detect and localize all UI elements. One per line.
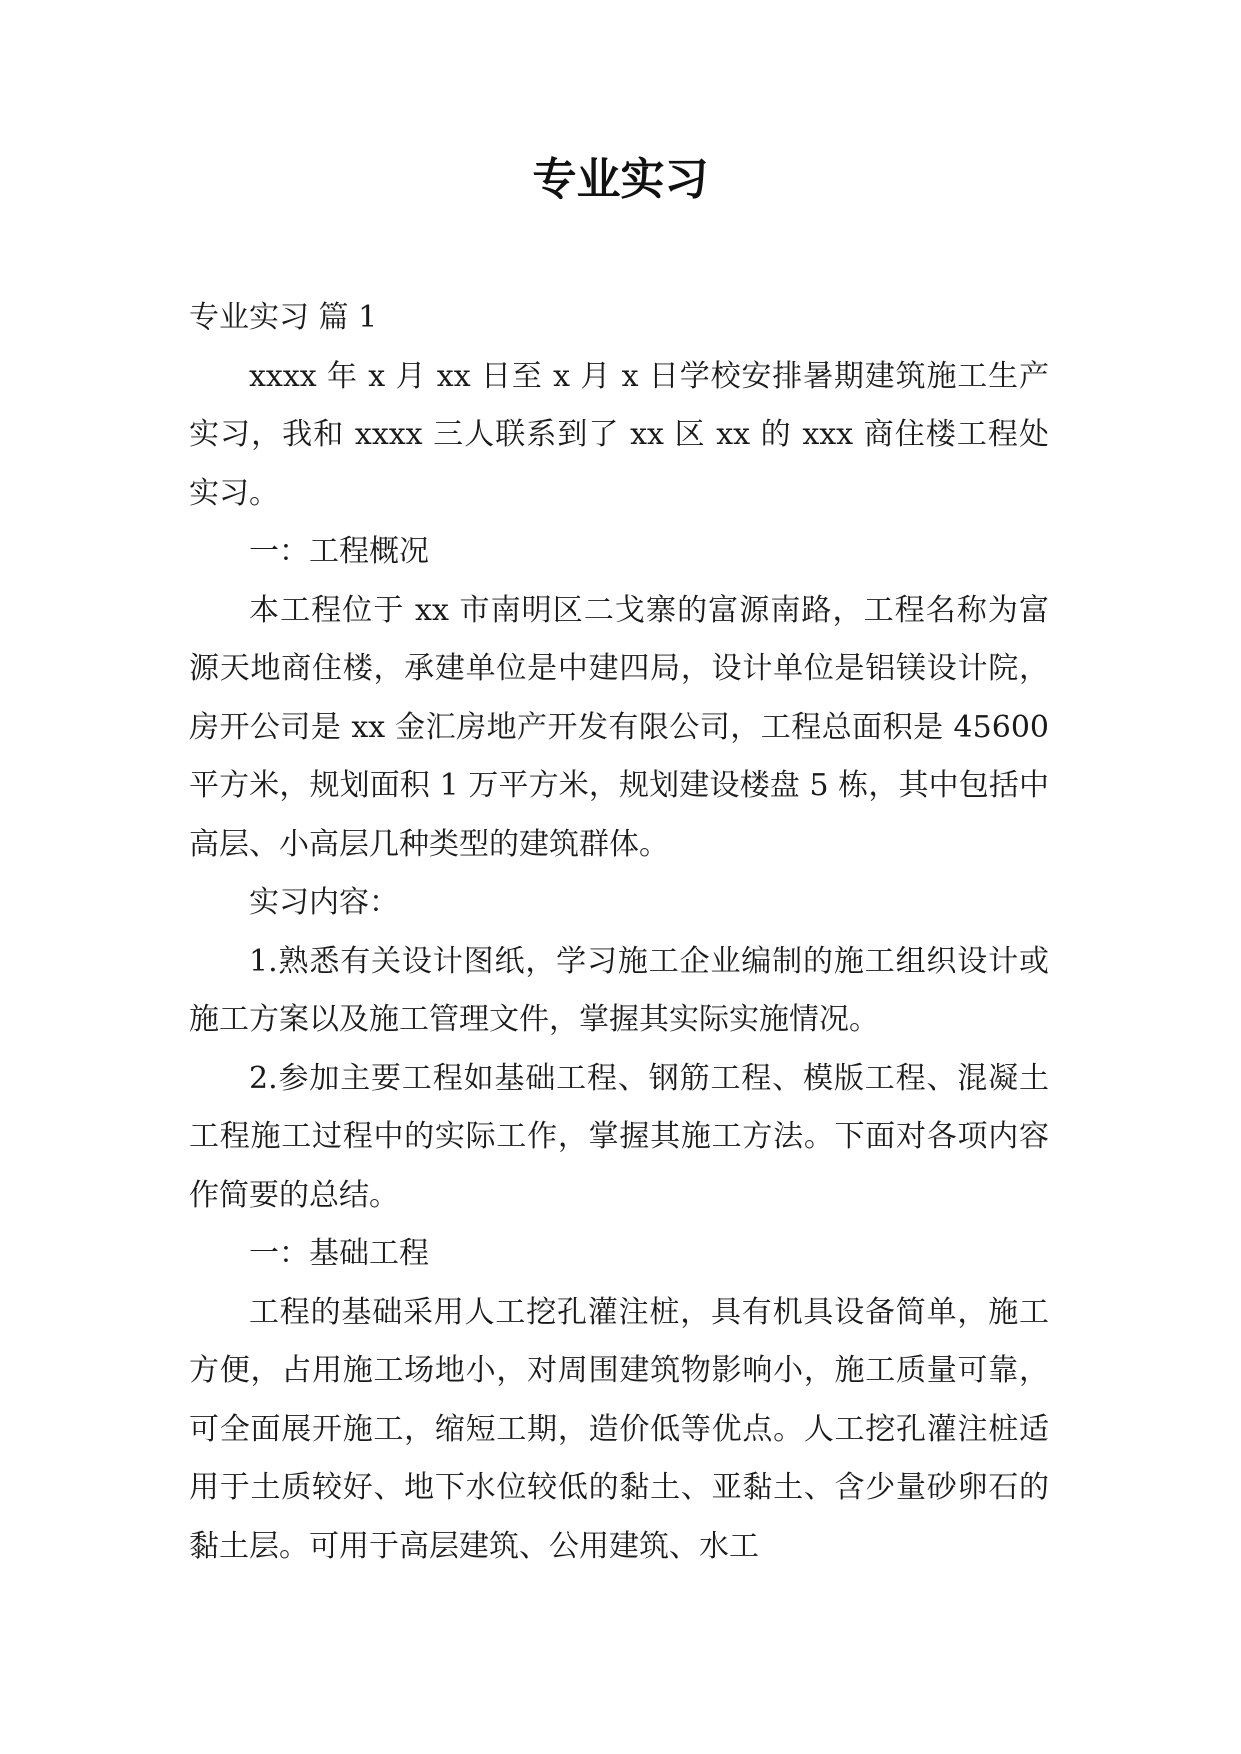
subheading: 实习内容：: [249, 885, 399, 920]
section-heading: 专业实习 篇 1: [189, 300, 378, 335]
paragraph: xxxx 年 x 月 xx 日至 x 月 x 日学校安排暑期建筑施工生产实习，我和 xxxx 三人联系到了 xx 区 xx 的 xxx 商住楼工程处实习。: [189, 358, 1049, 511]
paragraph: 工程的基础采用人工挖孔灌注桩，具有机具设备简单，施工方便，占用施工场地小，对周围建筑物影响小，施工质量可靠，可全面展开施工，缩短工期，造价低等优点。人工挖孔灌注桩适用于土质较好、地下水位较低的黏土、亚黏土、含少量砂卵石的黏土层。可用于高层建筑、公用建筑、水工: [189, 1294, 1049, 1564]
paragraph: 本工程位于 xx 市南明区二戈寨的富源南路，工程名称为富源天地商住楼，承建单位是中建四局，设计单位是铝镁设计院，房开公司是 xx 金汇房地产开发有限公司，工程总面积是 45600 平方米，规划面积 1 万平方米，规划建设楼盘 5 栋，其中包括中高层、小高层几种类型的建筑群体。: [189, 592, 1049, 862]
subheading: 一：基础工程: [249, 1236, 429, 1271]
subheading: 一：工程概况: [249, 534, 429, 569]
list-item: 2.参加主要工程如基础工程、钢筋工程、模版工程、混凝土工程施工过程中的实际工作，掌握其施工方法。下面对各项内容作简要的总结。: [189, 1060, 1049, 1213]
list-item: 1.熟悉有关设计图纸，学习施工企业编制的施工组织设计或施工方案以及施工管理文件，掌握其实际实施情况。: [189, 943, 1049, 1037]
document-title: 专业实习: [532, 154, 709, 205]
document-body: [189, 289, 1049, 1576]
